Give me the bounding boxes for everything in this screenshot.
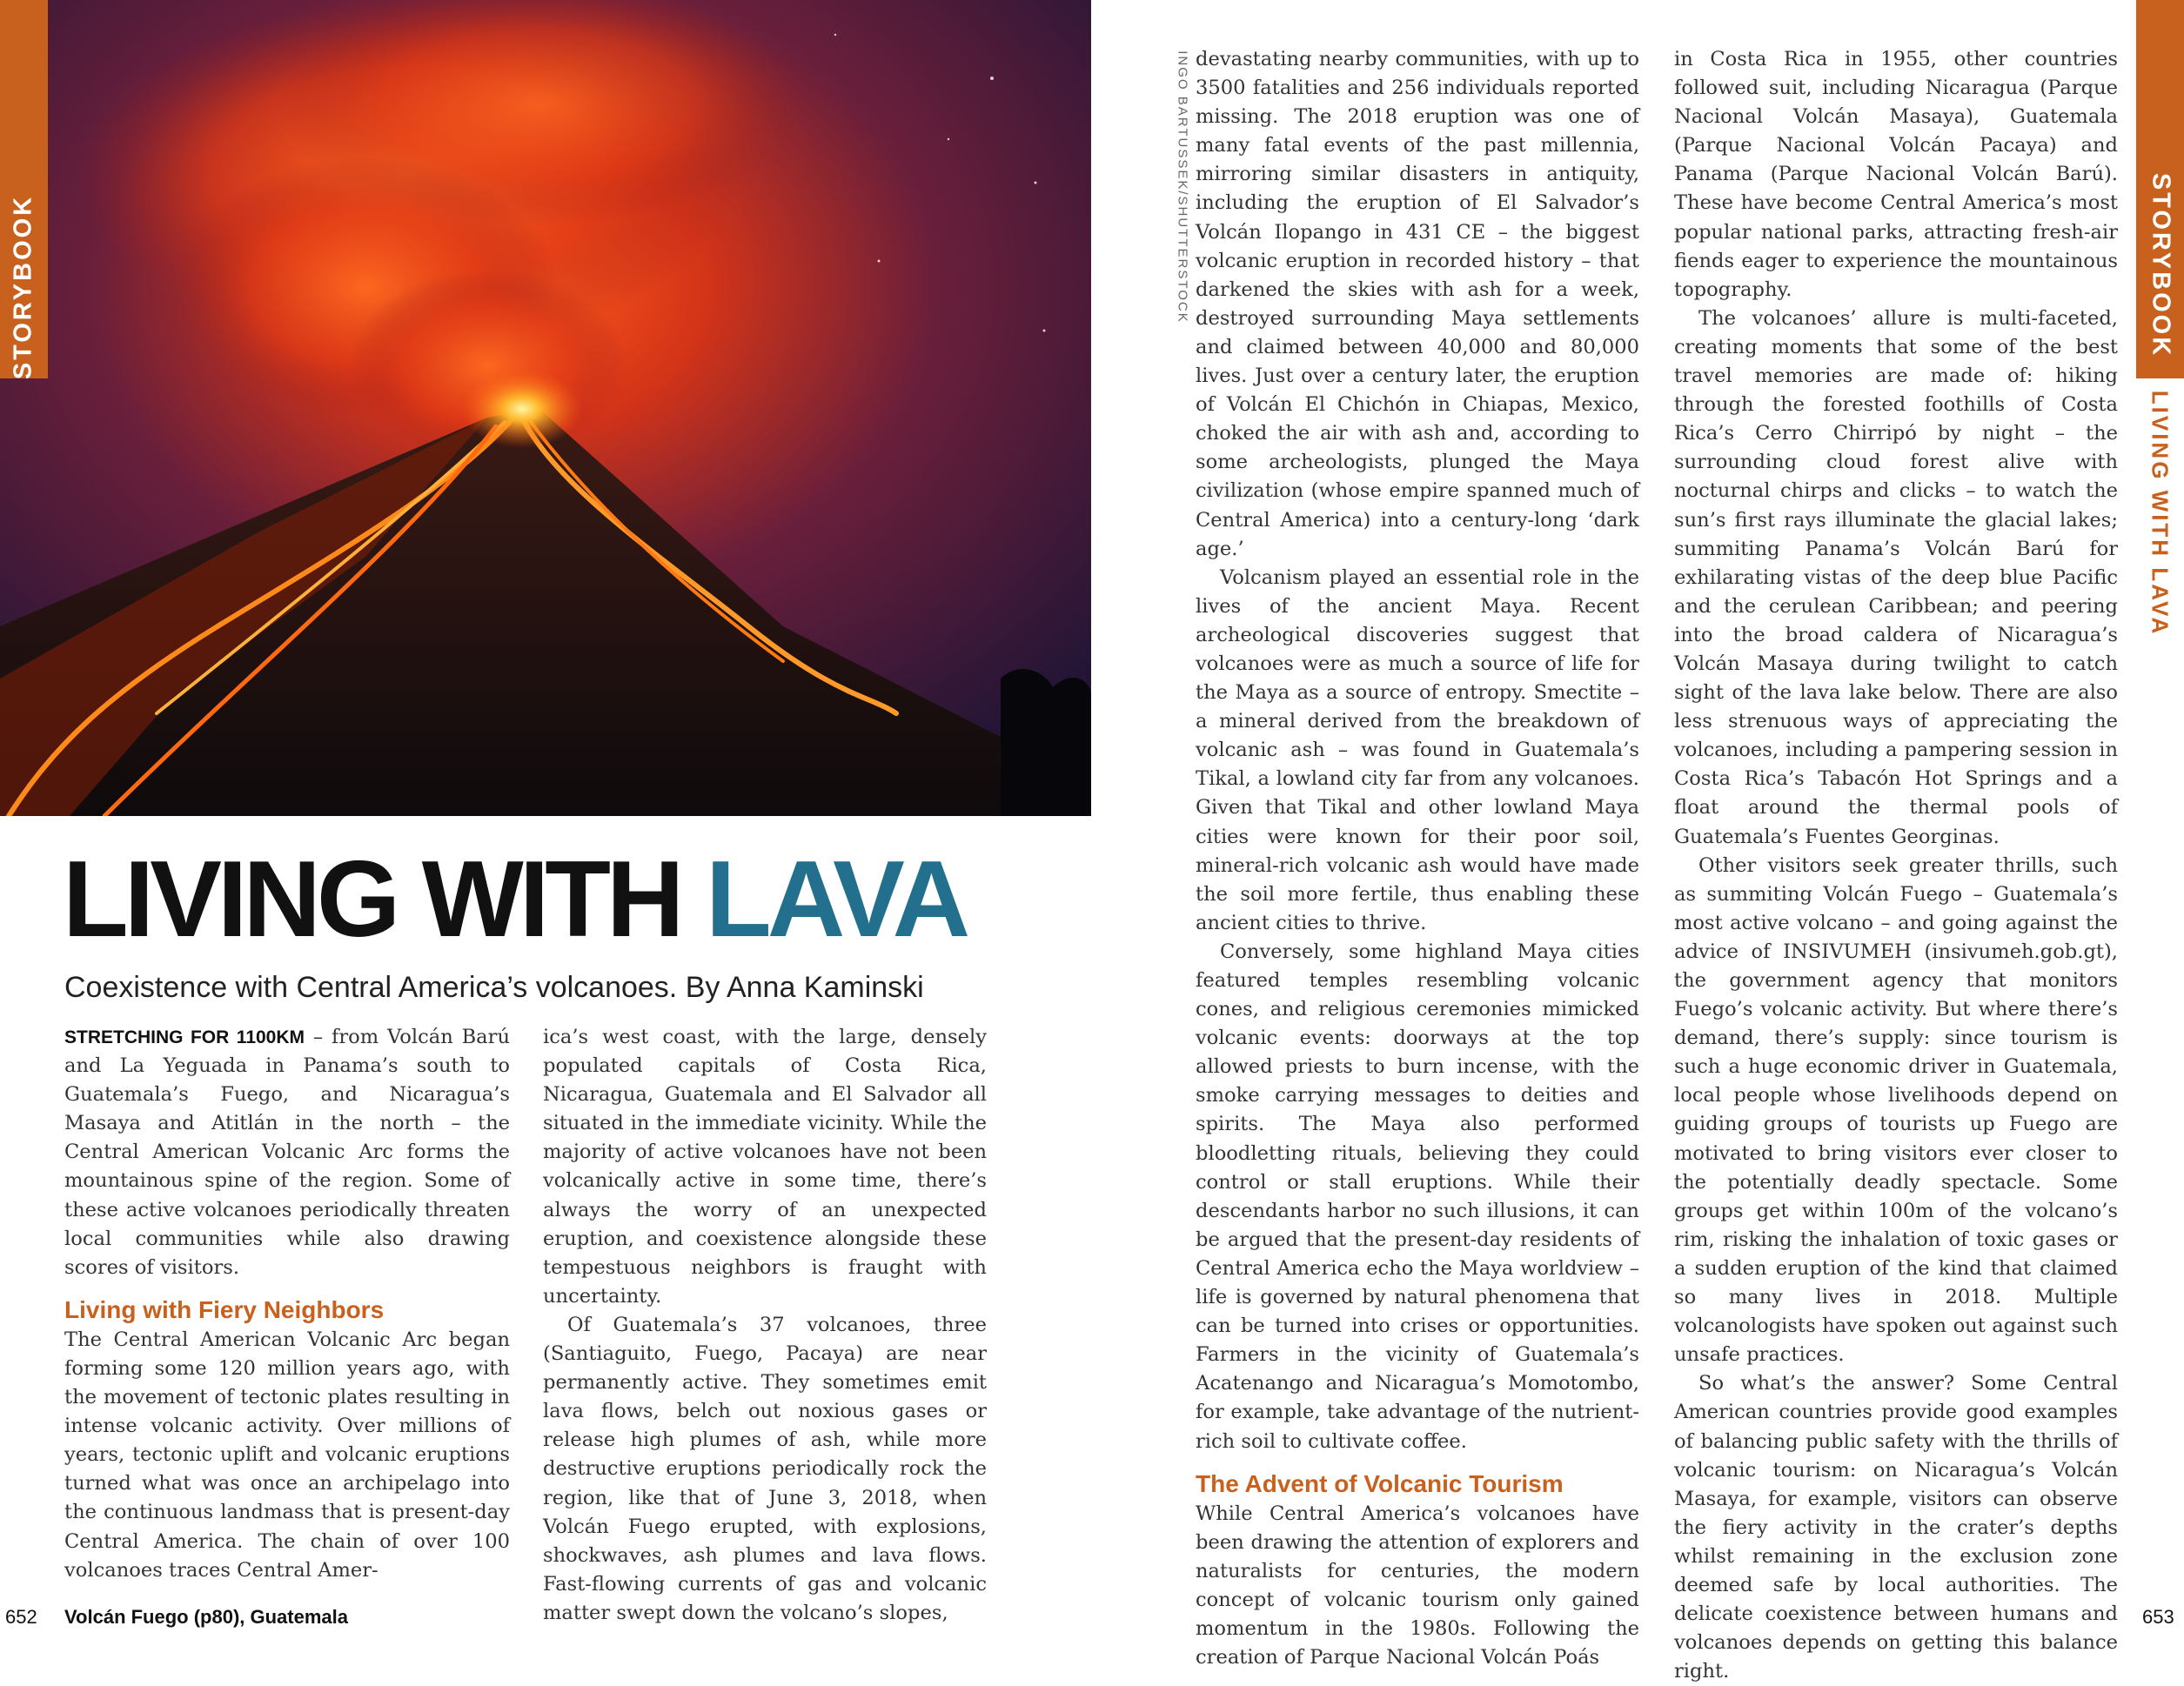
photo-credit: INGO BARTUSSEK/SHUTTERSTOCK	[1175, 50, 1190, 324]
body-paragraph	[1674, 852, 2118, 1370]
photo-caption: Volcán Fuego (p80), Guatemala	[64, 1606, 348, 1628]
page-number-left: 652	[5, 1606, 37, 1628]
volcano-illustration	[0, 0, 1091, 816]
column-1	[64, 1023, 510, 1585]
body-paragraph	[543, 1023, 987, 1311]
body-paragraph	[64, 1023, 510, 1282]
lead-in: STRETCHING FOR 1100KM	[64, 1027, 305, 1047]
paragraph-text: devastating nearby communities, with up to 3500 fatalities and 256 individuals reported missing. The 2018 eruption was one of many fatal events of the past millennia, mirroring similar disasters in antiquity, including the eruption of El Salvador’s Volcán Ilopango in 431 CE – the biggest volcanic eruption in recorded history – that darkened the skies with ash for a week, destroyed surrounding Maya settlements and claimed between 40,000 and 80,000 lives. Just over a century later, the eruption of Volcán El Chichón in Chiapas, Mexico, choked the air with ash and, according to some archeologists, plunged the Maya civilization (whose empire spanned much of Central America) into a century-long ‘dark age.’	[1196, 48, 1639, 560]
body-paragraph	[1674, 45, 2118, 304]
column-2	[543, 1023, 987, 1628]
page-number-right: 653	[2142, 1606, 2174, 1628]
section-heading: Living with Fiery Neighbors	[64, 1295, 385, 1323]
body-paragraph	[1196, 938, 1639, 1456]
column-4	[1674, 45, 2118, 1686]
body-paragraph	[1196, 45, 1639, 564]
section-heading: The Advent of Volcanic Tourism	[1196, 1469, 1564, 1497]
storybook-tab-label: STORYBOOK	[9, 194, 37, 380]
paragraph-text: in Costa Rica in 1955, other countries followed suit, including Nicaragua (Parque Nacional Volcán Masaya), Guatemala (Parque Nacional Volcán Pacaya) and Panama (Parque Nacional Volcán Barú). These have become Central America’s most popular national parks, attracting fresh-air fiends eager to experience the mountainous topography.	[1674, 48, 2118, 301]
paragraph-text: The Central American Volcanic Arc began forming some 120 million years ago, with the movement of tectonic plates resulting in intense volcanic activity. Over millions of years, tectonic uplift and volcanic eruptions turned what was once an archipelago into the continuous landmass that is present-day Central America. The chain of over 100 volcanoes traces Central Amer-	[64, 1328, 510, 1582]
storybook-tab-left	[0, 0, 48, 378]
body-paragraph	[1674, 1369, 2118, 1686]
body-paragraph	[1196, 564, 1639, 938]
side-running-title: LIVING WITH LAVA	[2147, 390, 2174, 637]
article-headline	[63, 840, 967, 960]
paragraph-text: – from Volcán Barú and La Yeguada in Panama’s south to Guatemala’s Fuego, and Nicaragua’s Masaya and Atitlán in the north – the Central American Volcanic Arc forms the mountainous spine of the region. Some of these active volcanoes periodically threaten local communities while also drawing scores of visitors.	[64, 1026, 510, 1279]
headline-part1: LIVING WITH	[63, 840, 707, 960]
paragraph-text: While Central America’s volcanoes have been drawing the attention of explorers and naturalists for centuries, the modern concept of volcanic tourism only gained momentum in the 1980s. Following the creation of Parque Nacional Volcán Poás	[1196, 1502, 1639, 1669]
paragraph-text: The volcanoes’ allure is multi-faceted, creating moments that some of the best travel memories are made of: hiking through the forested foothills of Costa Rica’s Cerro Chirripó by night – the surrounding cloud forest alive with nocturnal chirps and clicks – to watch the sun’s first rays illuminate the glacial lakes; summiting Panama’s Volcán Barú for exhilarating vistas of the deep blue Pacific and the cerulean Caribbean; and peering into the broad caldera of Nicaragua’s Volcán Masaya during twilight to catch sight of the lava lake below. There are also less strenuous ways of appreciating the volcanoes, including a pampering session in Costa Rica’s Tabacón Hot Springs and a float around the thermal pools of Guatemala’s Fuentes Georginas.	[1674, 306, 2118, 848]
paragraph-text: ica’s west coast, with the large, densely populated capitals of Costa Rica, Nicaragua, Guatemala and El Salvador all situated in the immediate vicinity. While the majority of active volcanoes have not been volcanically active in some time, there’s always the worry of an unexpected eruption, and coexistence alongside these tempestuous neighbors is fraught with uncertainty.	[543, 1026, 987, 1308]
storybook-tab-right	[2136, 0, 2184, 378]
column-3	[1196, 45, 1639, 1672]
paragraph-text: Of Guatemala’s 37 volcanoes, three (Santiaguito, Fuego, Pacaya) are near permanently active. They sometimes emit lava flows, belch out noxious gases or release high plumes of ash, while more destructive eruptions periodically rock the region, like that of June 3, 2018, when Volcán Fuego erupted, with explosions, shockwaves, ash plumes and lava flows. Fast-flowing currents of gas and volcanic matter swept down the volcano’s slopes,	[543, 1313, 987, 1624]
article-deck: Coexistence with Central America’s volcanoes. By Anna Kaminski	[64, 971, 924, 1004]
volcano-photo	[0, 0, 1091, 816]
paragraph-text: Conversely, some highland Maya cities featured temples resembling volcanic cones, and religious ceremonies mimicked volcanic events: doorways at the top allowed priests to burn incense, with the smoke carrying messages to deities and spirits. The Maya also performed bloodletting rituals, believing they could control or stall eruptions. While their descendants harbor no such illusions, it can be argued that the present-day residents of Central America echo the Maya worldview – life is governed by natural phenomena that can be turned into crises or opportunities. Farmers in the vicinity of Guatemala’s Acatenango and Nicaragua’s Momotombo, for example, take advantage of the nutrient-rich soil to cultivate coffee.	[1196, 940, 1639, 1453]
body-paragraph	[543, 1311, 987, 1628]
body-paragraph	[64, 1326, 510, 1585]
paragraph-text: Volcanism played an essential role in the lives of the ancient Maya. Recent archeological discoveries suggest that volcanoes were as much a source of life for the Maya as a source of entropy. Smectite – a mineral derived from the breakdown of volcanic ash – was found in Guatemala’s Tikal, a lowland city far from any volcanoes. Given that Tikal and other lowland Maya cities were known for their poor soil, mineral-rich volcanic ash would have made the soil more fertile, thus enabling these ancient cities to thrive.	[1196, 565, 1639, 934]
body-paragraph	[1674, 304, 2118, 852]
headline-part2: LAVA	[706, 840, 967, 960]
body-paragraph	[1196, 1500, 1639, 1673]
storybook-tab-label: STORYBOOK	[2147, 172, 2175, 358]
paragraph-text: Other visitors seek greater thrills, such as summiting Volcán Fuego – Guatemala’s most active volcano – and going against the advice of INSIVUMEH (insivumeh.gob.gt), the government agency that monitors Fuego’s volcanic activity. But where there’s demand, there’s supply: since tourism is such a huge economic driver in Guatemala, local people whose livelihoods depend on guiding groups of tourists up Fuego are motivated to bring visitors ever closer to the potentially deadly spectacle. Some groups get within 100m of the volcano’s rim, risking the inhalation of toxic gases or a sudden eruption of the kind that claimed so many lives in 2018. Multiple volcanologists have spoken out against such unsafe practices.	[1674, 853, 2118, 1367]
paragraph-text: So what’s the answer? Some Central American countries provide good examples of balancing public safety with the thrills of volcanic tourism: on Nicaragua’s Volcán Masaya, for example, visitors can observe the fiery activity in the crater’s depths whilst remaining in the exclusion zone deemed safe by local authorities. The delicate coexistence between humans and volcanoes depends on getting this balance right.	[1674, 1372, 2118, 1683]
